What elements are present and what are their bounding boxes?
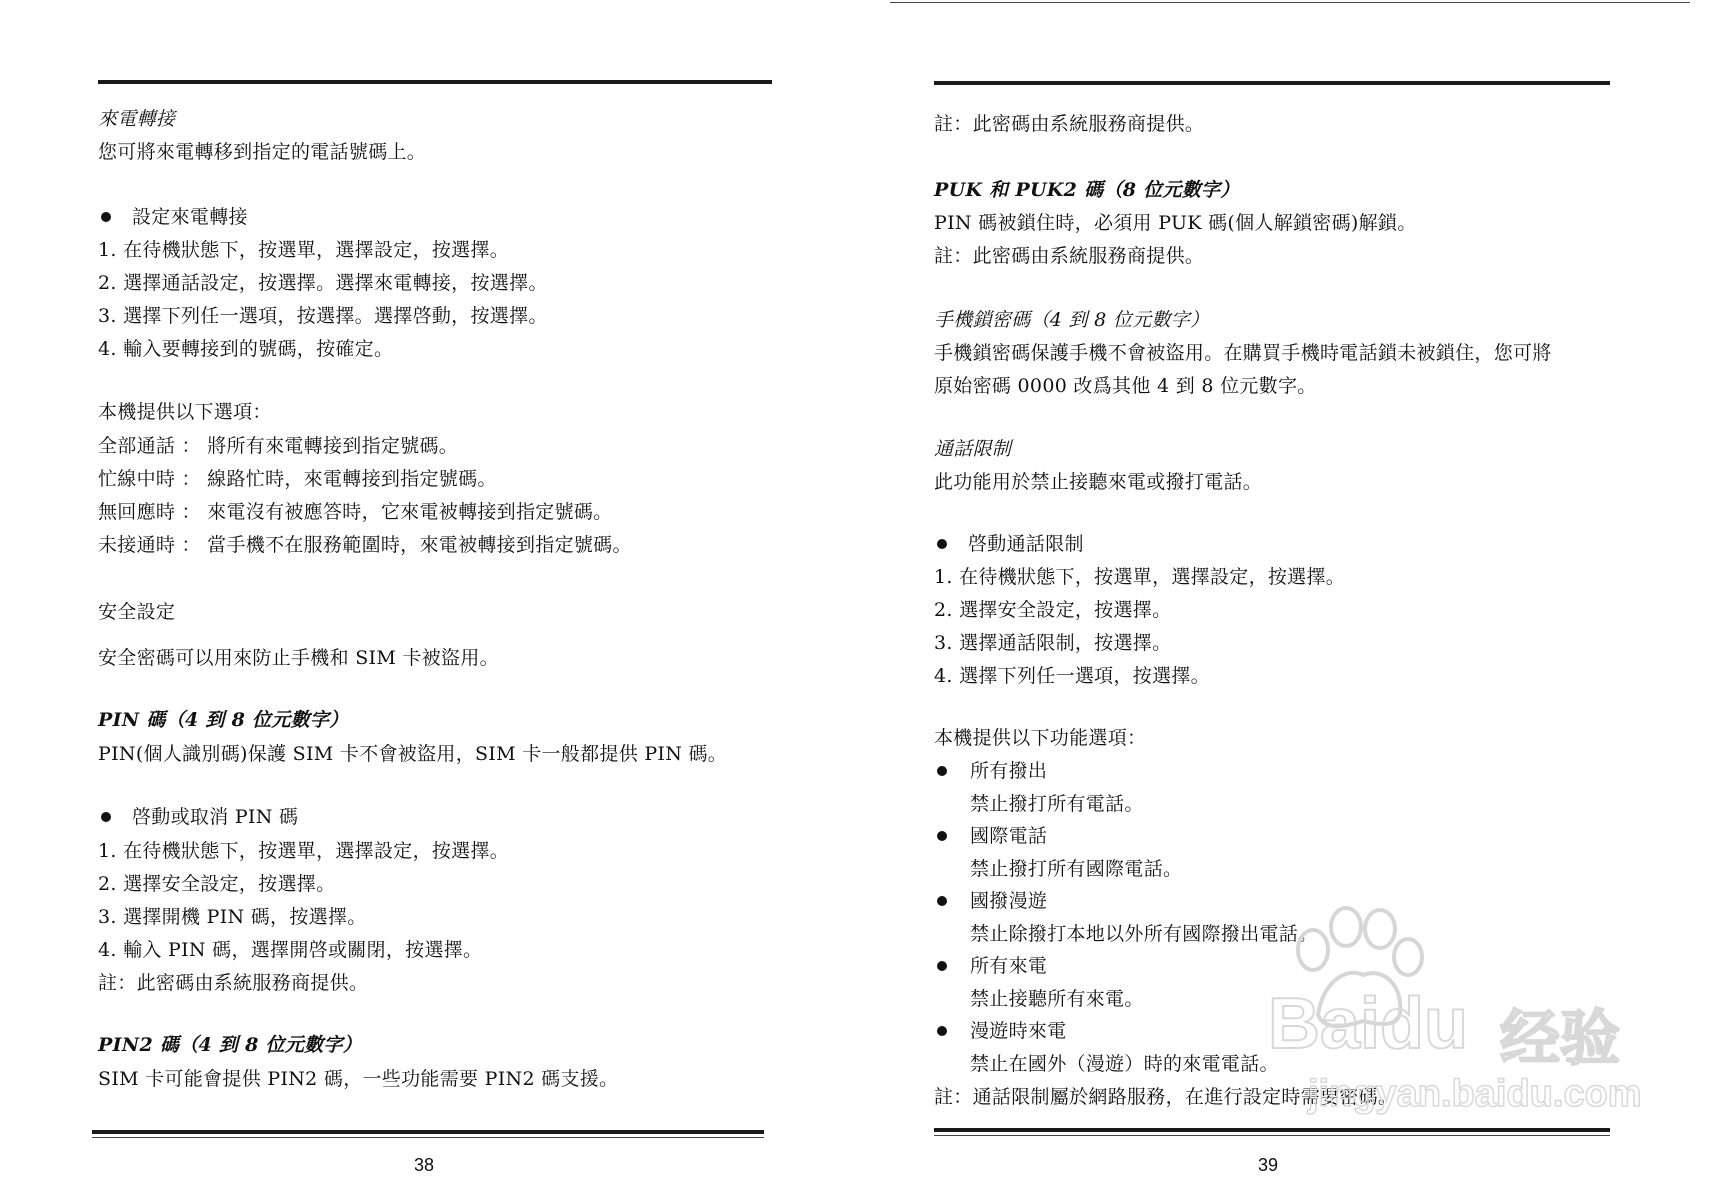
forward-step: 1. 在待機狀態下，按選單，選擇設定，按選擇。 (98, 239, 510, 261)
option-item: 未接通時 ： 當手機不在服務範圍時，來電被轉接到指定號碼。 (98, 534, 632, 556)
bullet-icon (937, 831, 947, 841)
bullet-icon (937, 961, 947, 971)
top-rule (934, 81, 1610, 85)
forward-step: 2. 選擇通話設定，按選擇。選擇來電轉接，按選擇。 (98, 272, 548, 294)
option-item: 全部通話 ： 將所有來電轉接到指定號碼。 (98, 435, 459, 457)
page-number: 38 (414, 1155, 435, 1175)
watermark-url: jingyan.baidu.com (1308, 1073, 1642, 1115)
puk-desc: PIN 碼被鎖住時，必須用 PUK 碼(個人解鎖密碼)解鎖。 (934, 212, 1417, 234)
function-desc: 禁止接聽所有來電。 (970, 988, 1144, 1010)
function-name: 漫遊時來電 (970, 1020, 1067, 1042)
bottom-rule-thin (934, 1135, 1610, 1136)
top-note: 註：此密碼由系統服務商提供。 (934, 113, 1205, 135)
top-rule (98, 80, 772, 84)
pin-step: 2. 選擇安全設定，按選擇。 (98, 873, 336, 895)
puk-title: PUK 和 PUK2 碼（8 位元數字） (934, 179, 1240, 201)
security-desc: 安全密碼可以用來防止手機和 SIM 卡被盜用。 (98, 647, 499, 669)
call-forward-title: 來電轉接 (98, 108, 176, 130)
lock-desc: 手機鎖密碼保護手機不會被盜用。在購買手機時電話鎖未被鎖住，您可將 (934, 342, 1552, 364)
final-note: 註：通話限制屬於網路服務，在進行設定時需要密碼。 (934, 1086, 1398, 1108)
bullet-icon (101, 212, 111, 222)
bullet-icon (937, 766, 947, 776)
function-name: 所有撥出 (970, 760, 1048, 782)
pin2-title: PIN2 碼（4 到 8 位元數字） (98, 1034, 363, 1056)
barring-desc: 此功能用於禁止接聽來電或撥打電話。 (934, 471, 1263, 493)
function-desc: 禁止在國外（漫遊）時的來電電話。 (970, 1053, 1279, 1075)
watermark-brand: Baidu (1268, 984, 1469, 1064)
pin-note: 註：此密碼由系統服務商提供。 (98, 972, 369, 994)
bullet-icon (937, 1026, 947, 1036)
pin-title: PIN 碼（4 到 8 位元數字） (98, 709, 349, 731)
barring-bullet: 啓動通話限制 (968, 533, 1084, 555)
call-forward-desc: 您可將來電轉移到指定的電話號碼上。 (98, 141, 427, 163)
pin-step: 4. 輸入 PIN 碼，選擇開啓或關閉，按選擇。 (98, 939, 483, 961)
top-edge-rule (890, 2, 1690, 3)
function-name: 所有來電 (970, 955, 1048, 977)
bullet-icon (937, 896, 947, 906)
function-name: 國撥漫遊 (970, 890, 1048, 912)
options-intro: 本機提供以下選項： (98, 401, 272, 423)
function-desc: 禁止撥打所有國際電話。 (970, 858, 1183, 880)
barring-step: 3. 選擇通話限制，按選擇。 (934, 632, 1172, 654)
option-item: 忙線中時 ： 線路忙時，來電轉接到指定號碼。 (98, 468, 497, 490)
bottom-rule-thin (92, 1137, 764, 1138)
barring-step: 1. 在待機狀態下，按選單，選擇設定，按選擇。 (934, 566, 1346, 588)
bullet-icon (101, 812, 111, 822)
page-number: 39 (1258, 1155, 1279, 1175)
pin-step: 1. 在待機狀態下，按選單，選擇設定，按選擇。 (98, 840, 510, 862)
forward-step: 3. 選擇下列任一選項，按選擇。選擇啓動，按選擇。 (98, 305, 548, 327)
barring-step: 4. 選擇下列任一選項，按選擇。 (934, 665, 1210, 687)
bottom-rule (92, 1130, 764, 1134)
forward-step: 4. 輸入要轉接到的號碼，按確定。 (98, 338, 394, 360)
function-desc: 禁止除撥打本地以外所有國際撥出電話。 (970, 923, 1318, 945)
pin2-desc: SIM 卡可能會提供 PIN2 碼，一些功能需要 PIN2 碼支援。 (98, 1068, 619, 1090)
function-desc: 禁止撥打所有電話。 (970, 793, 1144, 815)
pin-bullet: 啓動或取消 PIN 碼 (132, 806, 299, 828)
barring-step: 2. 選擇安全設定，按選擇。 (934, 599, 1172, 621)
bullet-icon (937, 539, 947, 549)
baidu-watermark (1268, 905, 1708, 1135)
lock-desc: 原始密碼 0000 改爲其他 4 到 8 位元數字。 (934, 375, 1317, 397)
function-name: 國際電話 (970, 825, 1048, 847)
option-item: 無回應時 ： 來電沒有被應答時，它來電被轉接到指定號碼。 (98, 501, 613, 523)
barring-title: 通話限制 (934, 438, 1012, 460)
watermark-cn: 经验 (1500, 1005, 1620, 1072)
set-forward-bullet: 設定來電轉接 (132, 206, 248, 228)
pin-desc: PIN(個人識別碼)保護 SIM 卡不會被盜用，SIM 卡一般都提供 PIN 碼。 (98, 743, 728, 765)
functions-intro: 本機提供以下功能選項： (934, 727, 1147, 749)
security-title: 安全設定 (98, 601, 176, 623)
lock-title: 手機鎖密碼（4 到 8 位元數字） (934, 309, 1210, 331)
puk-note: 註：此密碼由系統服務商提供。 (934, 245, 1205, 267)
pin-step: 3. 選擇開機 PIN 碼，按選擇。 (98, 906, 367, 928)
